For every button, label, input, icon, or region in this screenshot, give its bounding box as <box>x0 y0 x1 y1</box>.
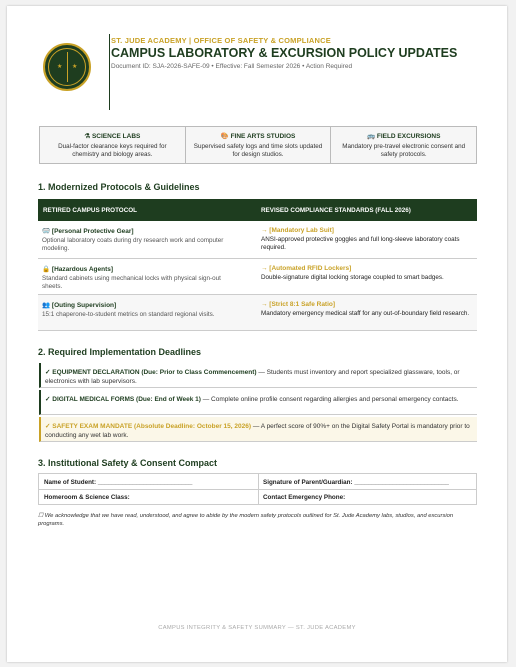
column-header-revised: REVISED COMPLIANCE STANDARDS (FALL 2026) <box>261 207 411 214</box>
emergency-phone-field[interactable]: Contact Emergency Phone: <box>263 494 346 501</box>
revised-standard-title: → [Strict 8:1 Safe Ratio] <box>261 301 336 308</box>
protocol-table-header <box>38 199 477 221</box>
deadline-text: — Complete online profile consent regarding allergies and personal emergency contacts. <box>200 396 459 403</box>
section-heading-deadlines: 2. Required Implementation Deadlines <box>38 347 202 357</box>
revised-standard-description: ANSI-approved protective goggles and full long-sleeve laboratory coats required. <box>261 236 460 251</box>
bus-icon: 🚌 <box>366 133 376 140</box>
acknowledgment-checkbox-text[interactable]: ☐ We acknowledge that we have read, understood, and agree to abide by the modern safety protocols outlined for St. Jude Academy labs, studios, and excursion programs. <box>38 513 454 527</box>
section-heading-protocols: 1. Modernized Protocols & Guidelines <box>38 182 200 192</box>
deadline-text: — Students must inventory and report specialized glassware, tools, or electronics with lab supervisors. <box>45 369 460 385</box>
table-row <box>38 221 477 259</box>
overview-description: Mandatory pre-travel electronic consent and safety protocols. <box>342 143 466 158</box>
goggles-icon: 🥽 <box>42 228 51 235</box>
revised-standard-description: Mandatory emergency medical staff for any out-of-boundary field research. <box>261 310 470 317</box>
palette-icon: 🎨 <box>220 133 229 140</box>
overview-title: FIELD EXCURSIONS <box>376 133 441 140</box>
document-title: CAMPUS LABORATORY & EXCURSION POLICY UPDATES <box>111 46 458 60</box>
retired-protocol-title: [Hazardous Agents] <box>51 266 114 273</box>
deadline-label: ✓ SAFETY EXAM MANDATE (Absolute Deadline: October 15, 2026) <box>45 423 252 430</box>
deadline-text: — A perfect score of 90%+ on the Digital Safety Portal is mandatory prior to conducting any wet lab work. <box>45 423 470 439</box>
retired-protocol-description: Standard cabinets using mechanical locks with physical sign-out sheets. <box>42 275 221 290</box>
overview-description: Supervised safety logs and time slots updated for design studios. <box>193 143 323 158</box>
header-divider <box>109 34 110 110</box>
star-icon: ★ <box>57 64 63 70</box>
guardian-signature-field[interactable]: Signature of Parent/Guardian: ___________________________ <box>263 479 449 486</box>
retired-protocol-title: [Personal Protective Gear] <box>51 228 134 235</box>
deadline-item <box>39 363 477 388</box>
organization-line: ST. JUDE ACADEMY | OFFICE OF SAFETY & COMPLIANCE <box>111 36 331 45</box>
deadline-item <box>39 390 477 415</box>
consent-form <box>38 473 477 505</box>
revised-standard-title: → [Mandatory Lab Suit] <box>261 227 334 234</box>
deadline-label: ✓ DIGITAL MEDICAL FORMS (Due: End of Week 1) <box>45 396 201 403</box>
student-name-field[interactable]: Name of Student: ___________________________ <box>44 479 193 486</box>
table-row <box>38 259 477 295</box>
deadline-item-critical <box>39 417 477 442</box>
document-page <box>7 6 507 662</box>
retired-protocol-description: Optional laboratory coats during dry research work and computer modeling. <box>42 237 224 252</box>
flask-icon: ⚗ <box>84 133 91 140</box>
academy-seal-logo <box>43 43 91 91</box>
revised-standard-description: Double-signature digital locking storage coupled to smart badges. <box>261 274 444 281</box>
overview-fine-arts <box>185 127 331 163</box>
retired-protocol-description: 15:1 chaperone-to-student metrics on standard regional visits. <box>42 311 215 318</box>
column-header-retired: RETIRED CAMPUS PROTOCOL <box>43 207 137 214</box>
overview-field-excursions <box>330 127 476 163</box>
overview-title: SCIENCE LABS <box>91 133 141 140</box>
homeroom-field[interactable]: Homeroom & Science Class: <box>44 494 130 501</box>
deadline-label: ✓ EQUIPMENT DECLARATION (Due: Prior to Class Commencement) <box>45 369 257 376</box>
overview-science-labs <box>40 127 185 163</box>
overview-title: FINE ARTS STUDIOS <box>230 133 296 140</box>
revised-standard-title: → [Automated RFID Lockers] <box>261 265 352 272</box>
lock-icon: 🔒 <box>42 266 51 273</box>
policy-overview <box>39 126 477 164</box>
star-icon: ★ <box>72 64 78 70</box>
retired-protocol-title: [Outing Supervision] <box>51 302 117 309</box>
section-heading-compact: 3. Institutional Safety & Consent Compact <box>38 458 218 468</box>
page-footer: CAMPUS INTEGRITY & SAFETY SUMMARY — ST. JUDE ACADEMY <box>158 625 356 631</box>
table-row <box>38 295 477 331</box>
overview-description: Dual-factor clearance keys required for chemistry and biology areas. <box>58 143 167 158</box>
document-meta: Document ID: SJA-2026-SAFE-09 • Effective: Fall Semester 2026 • Action Required <box>111 63 353 70</box>
group-icon: 👥 <box>42 302 51 309</box>
